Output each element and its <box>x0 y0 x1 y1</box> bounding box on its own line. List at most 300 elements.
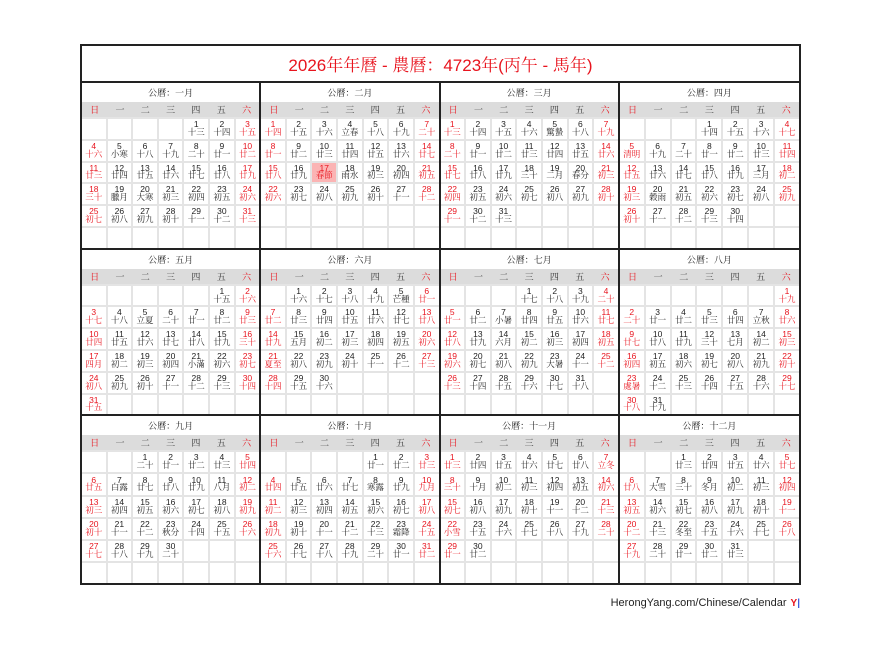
day-cell[interactable] <box>620 206 644 226</box>
day-cell[interactable] <box>210 452 234 472</box>
day-cell[interactable] <box>697 206 721 226</box>
day-cell[interactable] <box>697 519 721 539</box>
day-cell[interactable] <box>569 286 593 306</box>
day-cell[interactable] <box>108 163 132 183</box>
day-cell[interactable] <box>287 163 311 183</box>
day-cell[interactable] <box>159 307 183 327</box>
day-cell[interactable] <box>261 474 285 494</box>
day-cell[interactable] <box>620 163 644 183</box>
day-cell[interactable] <box>697 141 721 161</box>
day-cell[interactable] <box>517 474 541 494</box>
day-cell[interactable] <box>466 497 490 517</box>
day-cell[interactable] <box>672 307 696 327</box>
day-cell[interactable] <box>389 119 413 139</box>
day-cell[interactable] <box>210 329 234 349</box>
day-cell[interactable] <box>210 141 234 161</box>
day-cell[interactable] <box>749 351 773 371</box>
day-cell[interactable] <box>364 163 388 183</box>
day-cell[interactable] <box>466 329 490 349</box>
day-cell[interactable] <box>389 474 413 494</box>
day-cell[interactable] <box>108 184 132 204</box>
day-cell[interactable] <box>108 329 132 349</box>
day-cell[interactable] <box>594 307 618 327</box>
day-cell[interactable] <box>594 519 618 539</box>
day-cell[interactable] <box>389 184 413 204</box>
day-cell[interactable] <box>569 329 593 349</box>
day-cell[interactable] <box>749 452 773 472</box>
day-cell[interactable] <box>594 163 618 183</box>
day-cell[interactable] <box>543 307 567 327</box>
day-cell[interactable] <box>210 519 234 539</box>
day-cell[interactable] <box>108 474 132 494</box>
day-cell[interactable] <box>543 373 567 393</box>
day-cell[interactable] <box>646 206 670 226</box>
day-cell[interactable] <box>620 373 644 393</box>
day-cell[interactable] <box>441 163 465 183</box>
day-cell[interactable] <box>108 206 132 226</box>
day-cell[interactable] <box>569 452 593 472</box>
day-cell[interactable] <box>364 351 388 371</box>
day-cell[interactable] <box>415 351 439 371</box>
day-cell[interactable] <box>517 519 541 539</box>
day-cell[interactable] <box>646 329 670 349</box>
day-cell[interactable] <box>338 351 362 371</box>
day-cell[interactable] <box>312 373 336 393</box>
day-cell[interactable] <box>466 184 490 204</box>
day-cell[interactable] <box>594 119 618 139</box>
day-cell[interactable] <box>210 373 234 393</box>
day-cell[interactable] <box>620 395 644 415</box>
day-cell[interactable] <box>261 184 285 204</box>
day-cell[interactable] <box>312 286 336 306</box>
day-cell[interactable] <box>261 351 285 371</box>
day-cell[interactable] <box>646 519 670 539</box>
day-cell[interactable] <box>594 452 618 472</box>
day-cell[interactable] <box>184 497 208 517</box>
day-cell[interactable] <box>364 141 388 161</box>
day-cell[interactable] <box>749 184 773 204</box>
day-cell[interactable] <box>312 351 336 371</box>
day-cell[interactable] <box>466 119 490 139</box>
day-cell[interactable] <box>543 351 567 371</box>
day-cell[interactable] <box>287 497 311 517</box>
day-cell[interactable] <box>159 141 183 161</box>
day-cell[interactable] <box>82 541 106 561</box>
day-cell[interactable] <box>210 119 234 139</box>
day-cell[interactable] <box>543 141 567 161</box>
day-cell[interactable] <box>364 286 388 306</box>
day-cell[interactable] <box>594 286 618 306</box>
day-cell[interactable] <box>338 329 362 349</box>
day-cell[interactable] <box>672 474 696 494</box>
day-cell[interactable] <box>543 452 567 472</box>
day-cell[interactable] <box>569 163 593 183</box>
day-cell[interactable] <box>492 474 516 494</box>
day-cell[interactable] <box>82 329 106 349</box>
day-cell[interactable] <box>210 163 234 183</box>
day-cell[interactable] <box>133 329 157 349</box>
day-cell[interactable] <box>697 373 721 393</box>
day-cell[interactable] <box>210 497 234 517</box>
day-cell[interactable] <box>646 474 670 494</box>
day-cell[interactable] <box>775 119 799 139</box>
day-cell[interactable] <box>184 452 208 472</box>
day-cell[interactable] <box>594 497 618 517</box>
day-cell[interactable] <box>492 373 516 393</box>
day-cell[interactable] <box>466 541 490 561</box>
day-cell[interactable] <box>697 452 721 472</box>
day-cell[interactable] <box>236 373 260 393</box>
day-cell[interactable] <box>338 163 362 183</box>
day-cell[interactable] <box>312 541 336 561</box>
day-cell[interactable] <box>133 141 157 161</box>
day-cell[interactable] <box>236 141 260 161</box>
day-cell[interactable] <box>543 329 567 349</box>
day-cell[interactable] <box>543 286 567 306</box>
day-cell[interactable] <box>287 141 311 161</box>
day-cell[interactable] <box>492 351 516 371</box>
day-cell[interactable] <box>159 519 183 539</box>
day-cell[interactable] <box>441 329 465 349</box>
day-cell[interactable] <box>697 329 721 349</box>
day-cell[interactable] <box>184 474 208 494</box>
day-cell[interactable] <box>364 519 388 539</box>
day-cell[interactable] <box>415 519 439 539</box>
day-cell[interactable] <box>287 286 311 306</box>
day-cell[interactable] <box>775 141 799 161</box>
day-cell[interactable] <box>620 519 644 539</box>
day-cell[interactable] <box>415 184 439 204</box>
day-cell[interactable] <box>82 519 106 539</box>
day-cell[interactable] <box>492 119 516 139</box>
day-cell[interactable] <box>441 184 465 204</box>
footer-link[interactable]: HerongYang.com/Chinese/Calendar <box>610 597 787 609</box>
day-cell[interactable] <box>261 373 285 393</box>
day-cell[interactable] <box>261 163 285 183</box>
day-cell[interactable] <box>108 541 132 561</box>
day-cell[interactable] <box>517 119 541 139</box>
day-cell[interactable] <box>492 497 516 517</box>
day-cell[interactable] <box>261 497 285 517</box>
day-cell[interactable] <box>287 307 311 327</box>
day-cell[interactable] <box>236 497 260 517</box>
day-cell[interactable] <box>184 141 208 161</box>
day-cell[interactable] <box>646 497 670 517</box>
day-cell[interactable] <box>159 452 183 472</box>
day-cell[interactable] <box>338 307 362 327</box>
day-cell[interactable] <box>108 141 132 161</box>
day-cell[interactable] <box>569 119 593 139</box>
day-cell[interactable] <box>620 351 644 371</box>
day-cell[interactable] <box>236 519 260 539</box>
day-cell[interactable] <box>723 329 747 349</box>
day-cell[interactable] <box>389 329 413 349</box>
day-cell[interactable] <box>620 541 644 561</box>
day-cell[interactable] <box>159 329 183 349</box>
day-cell[interactable] <box>159 497 183 517</box>
day-cell[interactable] <box>108 351 132 371</box>
day-cell[interactable] <box>569 373 593 393</box>
day-cell[interactable] <box>338 184 362 204</box>
day-cell[interactable] <box>236 163 260 183</box>
day-cell[interactable] <box>594 351 618 371</box>
day-cell[interactable] <box>133 474 157 494</box>
day-cell[interactable] <box>210 286 234 306</box>
day-cell[interactable] <box>82 474 106 494</box>
day-cell[interactable] <box>133 163 157 183</box>
day-cell[interactable] <box>389 497 413 517</box>
day-cell[interactable] <box>672 184 696 204</box>
day-cell[interactable] <box>159 163 183 183</box>
day-cell[interactable] <box>441 373 465 393</box>
day-cell[interactable] <box>749 163 773 183</box>
day-cell[interactable] <box>133 497 157 517</box>
day-cell[interactable] <box>672 541 696 561</box>
day-cell[interactable] <box>749 373 773 393</box>
day-cell[interactable] <box>210 206 234 226</box>
day-cell[interactable] <box>184 206 208 226</box>
day-cell[interactable] <box>646 541 670 561</box>
day-cell[interactable] <box>749 329 773 349</box>
day-cell[interactable] <box>415 541 439 561</box>
day-cell[interactable] <box>517 286 541 306</box>
day-cell[interactable] <box>543 497 567 517</box>
day-cell[interactable] <box>620 141 644 161</box>
day-cell[interactable] <box>492 184 516 204</box>
day-cell[interactable] <box>441 119 465 139</box>
day-cell[interactable] <box>364 497 388 517</box>
day-cell[interactable] <box>287 184 311 204</box>
day-cell[interactable] <box>466 163 490 183</box>
day-cell[interactable] <box>312 307 336 327</box>
day-cell[interactable] <box>517 184 541 204</box>
day-cell[interactable] <box>338 474 362 494</box>
day-cell[interactable] <box>594 141 618 161</box>
day-cell[interactable] <box>236 206 260 226</box>
day-cell[interactable] <box>569 184 593 204</box>
day-cell[interactable] <box>159 474 183 494</box>
day-cell[interactable] <box>415 329 439 349</box>
day-cell[interactable] <box>415 452 439 472</box>
day-cell[interactable] <box>775 329 799 349</box>
day-cell[interactable] <box>492 141 516 161</box>
day-cell[interactable] <box>184 373 208 393</box>
day-cell[interactable] <box>775 519 799 539</box>
day-cell[interactable] <box>517 452 541 472</box>
day-cell[interactable] <box>697 163 721 183</box>
day-cell[interactable] <box>287 474 311 494</box>
day-cell[interactable] <box>287 119 311 139</box>
day-cell[interactable] <box>210 307 234 327</box>
day-cell[interactable] <box>82 351 106 371</box>
day-cell[interactable] <box>159 351 183 371</box>
day-cell[interactable] <box>697 119 721 139</box>
day-cell[interactable] <box>517 497 541 517</box>
day-cell[interactable] <box>569 307 593 327</box>
day-cell[interactable] <box>133 307 157 327</box>
day-cell[interactable] <box>389 351 413 371</box>
day-cell[interactable] <box>364 541 388 561</box>
day-cell[interactable] <box>569 497 593 517</box>
day-cell[interactable] <box>749 119 773 139</box>
day-cell[interactable] <box>749 519 773 539</box>
day-cell[interactable] <box>697 351 721 371</box>
day-cell[interactable] <box>389 141 413 161</box>
day-cell[interactable] <box>672 519 696 539</box>
day-cell[interactable] <box>594 474 618 494</box>
day-cell[interactable] <box>133 351 157 371</box>
day-cell[interactable] <box>312 497 336 517</box>
day-cell[interactable] <box>261 119 285 139</box>
day-cell[interactable] <box>466 474 490 494</box>
day-cell[interactable] <box>723 519 747 539</box>
day-cell[interactable] <box>133 519 157 539</box>
day-cell[interactable] <box>775 452 799 472</box>
day-cell[interactable] <box>236 119 260 139</box>
day-cell[interactable] <box>287 351 311 371</box>
day-cell[interactable] <box>210 184 234 204</box>
day-cell[interactable] <box>723 206 747 226</box>
day-cell[interactable] <box>133 206 157 226</box>
day-cell[interactable] <box>82 163 106 183</box>
day-cell[interactable] <box>415 119 439 139</box>
day-cell[interactable] <box>620 497 644 517</box>
day-cell[interactable] <box>441 206 465 226</box>
day-cell[interactable] <box>312 141 336 161</box>
day-cell[interactable] <box>82 141 106 161</box>
day-cell[interactable] <box>338 519 362 539</box>
day-cell[interactable] <box>646 163 670 183</box>
day-cell[interactable] <box>723 452 747 472</box>
day-cell[interactable] <box>775 184 799 204</box>
day-cell[interactable] <box>236 351 260 371</box>
day-cell[interactable] <box>210 474 234 494</box>
day-cell[interactable] <box>108 519 132 539</box>
day-cell[interactable] <box>620 474 644 494</box>
day-cell[interactable] <box>441 519 465 539</box>
day-cell[interactable] <box>749 474 773 494</box>
day-cell[interactable] <box>697 307 721 327</box>
day-cell[interactable] <box>82 373 106 393</box>
day-cell[interactable] <box>697 497 721 517</box>
day-cell[interactable] <box>723 474 747 494</box>
day-cell[interactable] <box>338 141 362 161</box>
day-cell[interactable] <box>364 119 388 139</box>
day-cell[interactable] <box>594 184 618 204</box>
day-cell[interactable] <box>466 307 490 327</box>
day-cell[interactable] <box>389 163 413 183</box>
day-cell[interactable] <box>312 163 336 183</box>
day-cell[interactable] <box>415 141 439 161</box>
day-cell[interactable] <box>287 329 311 349</box>
day-cell[interactable] <box>723 163 747 183</box>
day-cell[interactable] <box>133 541 157 561</box>
day-cell[interactable] <box>159 373 183 393</box>
day-cell[interactable] <box>441 497 465 517</box>
day-cell[interactable] <box>646 184 670 204</box>
day-cell[interactable] <box>466 519 490 539</box>
day-cell[interactable] <box>749 307 773 327</box>
day-cell[interactable] <box>466 141 490 161</box>
day-cell[interactable] <box>159 541 183 561</box>
day-cell[interactable] <box>261 519 285 539</box>
day-cell[interactable] <box>441 141 465 161</box>
day-cell[interactable] <box>723 184 747 204</box>
day-cell[interactable] <box>236 452 260 472</box>
day-cell[interactable] <box>108 497 132 517</box>
day-cell[interactable] <box>775 307 799 327</box>
day-cell[interactable] <box>415 163 439 183</box>
day-cell[interactable] <box>672 452 696 472</box>
day-cell[interactable] <box>646 351 670 371</box>
day-cell[interactable] <box>672 163 696 183</box>
day-cell[interactable] <box>749 141 773 161</box>
day-cell[interactable] <box>184 351 208 371</box>
day-cell[interactable] <box>723 307 747 327</box>
day-cell[interactable] <box>517 307 541 327</box>
day-cell[interactable] <box>543 184 567 204</box>
day-cell[interactable] <box>517 329 541 349</box>
day-cell[interactable] <box>775 286 799 306</box>
day-cell[interactable] <box>108 307 132 327</box>
day-cell[interactable] <box>261 541 285 561</box>
day-cell[interactable] <box>287 541 311 561</box>
day-cell[interactable] <box>236 307 260 327</box>
day-cell[interactable] <box>492 206 516 226</box>
day-cell[interactable] <box>723 497 747 517</box>
day-cell[interactable] <box>441 474 465 494</box>
day-cell[interactable] <box>364 307 388 327</box>
day-cell[interactable] <box>723 351 747 371</box>
day-cell[interactable] <box>82 497 106 517</box>
day-cell[interactable] <box>697 474 721 494</box>
day-cell[interactable] <box>441 541 465 561</box>
day-cell[interactable] <box>338 119 362 139</box>
day-cell[interactable] <box>697 541 721 561</box>
day-cell[interactable] <box>543 474 567 494</box>
day-cell[interactable] <box>569 141 593 161</box>
day-cell[interactable] <box>133 452 157 472</box>
day-cell[interactable] <box>261 141 285 161</box>
day-cell[interactable] <box>312 329 336 349</box>
day-cell[interactable] <box>492 519 516 539</box>
day-cell[interactable] <box>338 541 362 561</box>
day-cell[interactable] <box>236 184 260 204</box>
day-cell[interactable] <box>492 163 516 183</box>
day-cell[interactable] <box>184 184 208 204</box>
day-cell[interactable] <box>672 141 696 161</box>
day-cell[interactable] <box>775 373 799 393</box>
day-cell[interactable] <box>543 519 567 539</box>
day-cell[interactable] <box>159 206 183 226</box>
day-cell[interactable] <box>620 184 644 204</box>
day-cell[interactable] <box>184 307 208 327</box>
day-cell[interactable] <box>389 541 413 561</box>
day-cell[interactable] <box>492 452 516 472</box>
day-cell[interactable] <box>543 119 567 139</box>
day-cell[interactable] <box>312 519 336 539</box>
day-cell[interactable] <box>672 206 696 226</box>
day-cell[interactable] <box>312 184 336 204</box>
day-cell[interactable] <box>775 497 799 517</box>
day-cell[interactable] <box>389 307 413 327</box>
day-cell[interactable] <box>261 307 285 327</box>
day-cell[interactable] <box>775 351 799 371</box>
day-cell[interactable] <box>672 497 696 517</box>
day-cell[interactable] <box>184 329 208 349</box>
day-cell[interactable] <box>364 452 388 472</box>
day-cell[interactable] <box>312 474 336 494</box>
